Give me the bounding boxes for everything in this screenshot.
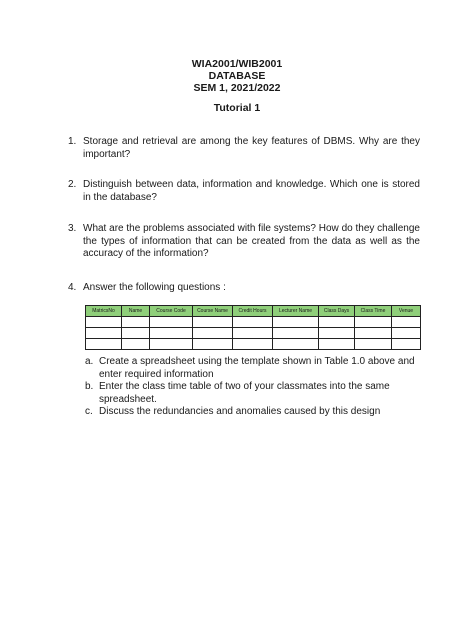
table-cell [122, 339, 150, 350]
table-cell [355, 339, 392, 350]
table-cell [233, 328, 273, 339]
table-cell [355, 328, 392, 339]
table-cell [193, 339, 233, 350]
table-cell [193, 317, 233, 328]
subquestion-text: Enter the class time table of two of your classmates into the same spreadsheet. [99, 381, 390, 405]
question-text: What are the problems associated with file systems? How do they challenge the types of information that can be created from the data as well as the accuracy of the information? [83, 223, 420, 260]
table-cell [319, 328, 355, 339]
subquestion-label: c. [85, 406, 93, 417]
subquestion-label: b. [85, 381, 94, 392]
subquestion-text: Create a spreadsheet using the template shown in Table 1.0 above and enter required information [99, 356, 415, 380]
table-cell [233, 317, 273, 328]
question-text: Storage and retrieval are among the key features of DBMS. Why are they important? [83, 136, 420, 160]
subquestion-b [85, 381, 430, 406]
table-cell [392, 339, 421, 350]
table-cell [233, 339, 273, 350]
table-cell [319, 339, 355, 350]
question-number: 2. [68, 179, 77, 190]
table-cell [86, 339, 122, 350]
table-cell [319, 317, 355, 328]
subquestion-text: Discuss the redundancies and anomalies caused by this design [99, 406, 381, 417]
table-cell [355, 317, 392, 328]
column-header: Class Time [355, 306, 392, 317]
table-cell [193, 328, 233, 339]
question-number: 4. [68, 282, 77, 293]
question-number: 1. [68, 136, 77, 147]
tutorial-title: Tutorial 1 [213, 102, 261, 114]
question-1 [68, 136, 420, 161]
column-header: Class Days [319, 306, 355, 317]
question-2 [68, 179, 420, 204]
timetable-template [85, 305, 421, 350]
question-text: Distinguish between data, information and knowledge. Which one is stored in the database? [83, 179, 420, 203]
question-4 [68, 282, 420, 295]
table-cell [273, 328, 319, 339]
table-cell [392, 317, 421, 328]
column-header: Venue [392, 306, 421, 317]
table-cell [150, 328, 193, 339]
question-text: Answer the following questions : [83, 282, 226, 293]
table-header-row [86, 306, 421, 317]
column-header: Course Code [150, 306, 193, 317]
question-number: 3. [68, 223, 77, 234]
column-header: Course Name [193, 306, 233, 317]
semester: SEM 1, 2021/2022 [193, 82, 281, 94]
table-cell [150, 317, 193, 328]
table-cell [122, 317, 150, 328]
subquestion-label: a. [85, 356, 94, 367]
course-name: DATABASE [208, 70, 266, 82]
table-cell [273, 339, 319, 350]
table-cell [150, 339, 193, 350]
table-row [86, 317, 421, 328]
subquestion-c [85, 406, 430, 419]
subquestion-a [85, 356, 430, 381]
table-cell [122, 328, 150, 339]
column-header: Lecturer Name [273, 306, 319, 317]
table-cell [392, 328, 421, 339]
table-cell [273, 317, 319, 328]
column-header: Credit Hours [233, 306, 273, 317]
column-header: MatricsNo [86, 306, 122, 317]
table-cell [86, 317, 122, 328]
table-row [86, 339, 421, 350]
column-header: Name [122, 306, 150, 317]
table-row [86, 328, 421, 339]
course-code: WIA2001/WIB2001 [191, 58, 283, 70]
table-cell [86, 328, 122, 339]
question-3 [68, 223, 420, 261]
